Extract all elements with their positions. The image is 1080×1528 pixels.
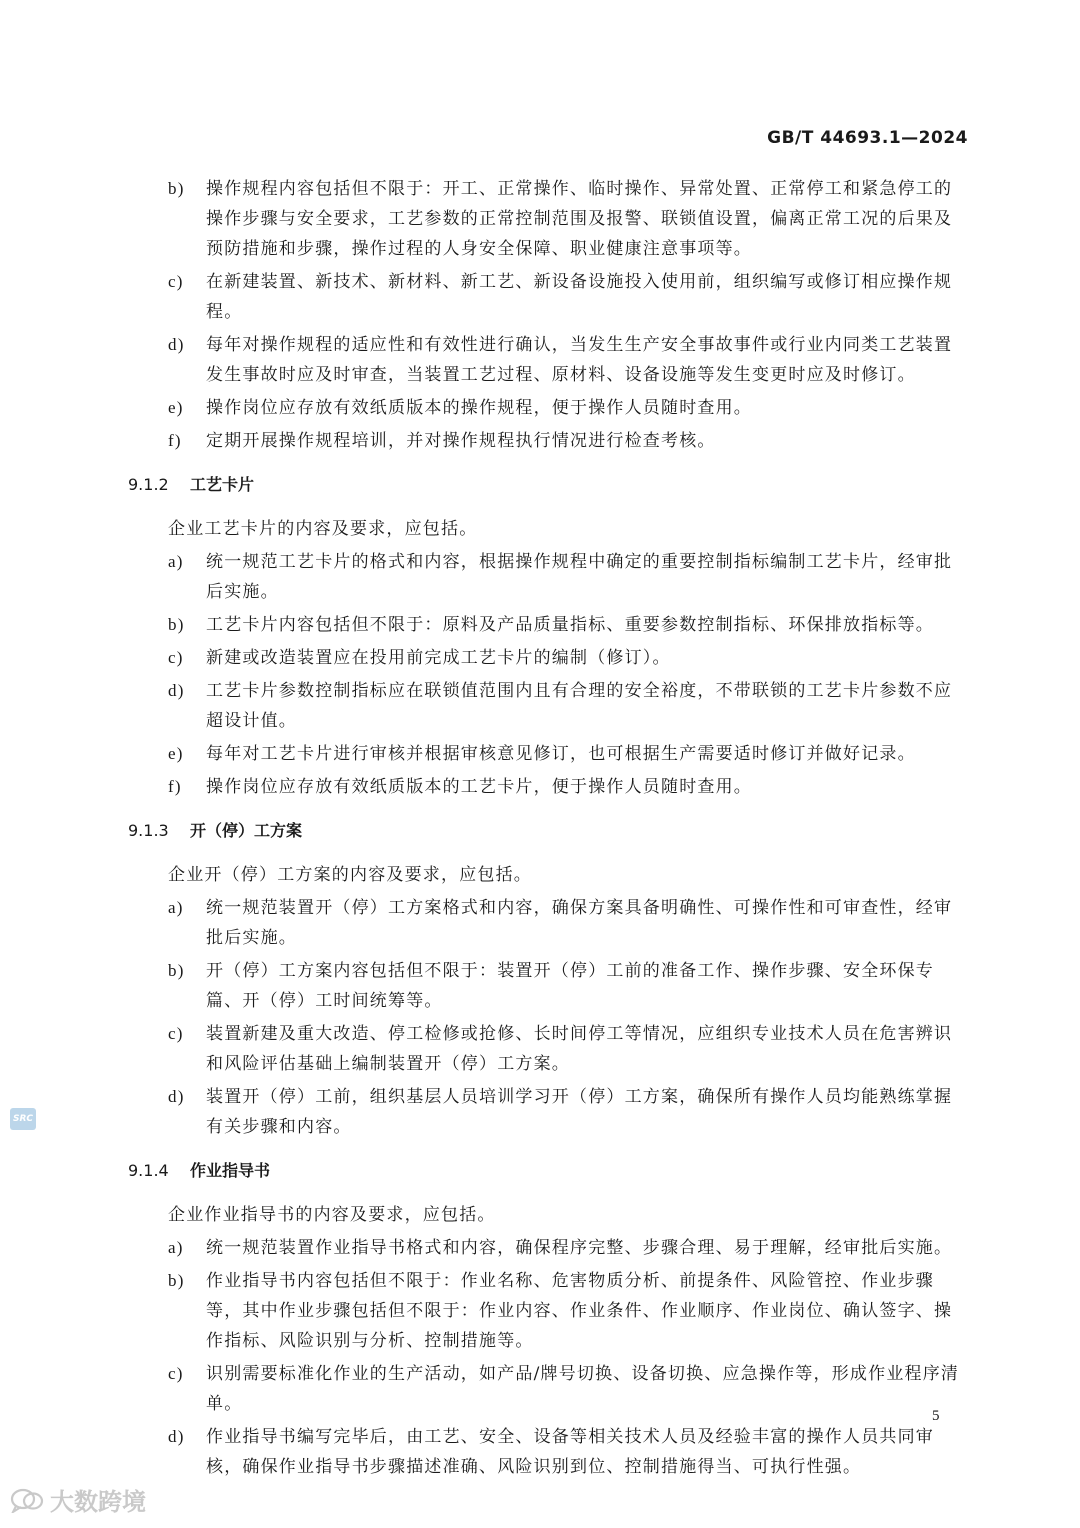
section-title: 作业指导书 (190, 1161, 271, 1180)
item-text: 识别需要标准化作业的生产活动，如产品/牌号切换、设备切换、应急操作等，形成作业程序清单。 (206, 1364, 960, 1414)
item-text: 装置新建及重大改造、停工检修或抢修、长时间停工等情况，应组织专业技术人员在危害辨识和风险评估基础上编制装置开（停）工方案。 (206, 1024, 953, 1074)
watermark-logo (10, 1482, 146, 1517)
item-text: 开（停）工方案内容包括但不限于：装置开（停）工前的准备工作、操作步骤、安全环保专篇、开（停）工时间统筹等。 (206, 961, 934, 1011)
item-label: a) (168, 898, 184, 917)
list-item (128, 676, 970, 736)
item-label: f) (168, 777, 182, 796)
list-item (128, 1019, 970, 1079)
section-intro: 企业开（停）工方案的内容及要求，应包括。 (168, 865, 532, 885)
item-label: f) (168, 431, 182, 450)
section-intro: 企业作业指导书的内容及要求，应包括。 (168, 1205, 496, 1225)
watermark-text: 大数跨境 (50, 1488, 146, 1516)
item-label: d) (168, 335, 185, 354)
item-text: 工艺卡片内容包括但不限于：原料及产品质量指标、重要参数控制指标、环保排放指标等。 (206, 615, 934, 635)
section-heading-9-1-4 (128, 1158, 970, 1184)
section-title: 工艺卡片 (190, 475, 255, 494)
item-label: d) (168, 1427, 185, 1446)
item-text: 工艺卡片参数控制指标应在联锁值范围内且有合理的安全裕度，不带联锁的工艺卡片参数不应超设计值。 (206, 681, 953, 731)
page-number: 5 (932, 1408, 940, 1424)
standard-code: GB/T 44693.1—2024 (767, 128, 968, 148)
item-label: c) (168, 1364, 184, 1383)
list-item (128, 1082, 970, 1142)
list-block-9-1-2 (128, 547, 970, 802)
item-text: 统一规范装置开（停）工方案格式和内容，确保方案具备明确性、可操作性和可审查性，经审批后实施。 (206, 898, 953, 948)
item-label: b) (168, 615, 185, 634)
item-label: e) (168, 744, 184, 763)
list-item (128, 393, 970, 423)
list-item (128, 956, 970, 1016)
item-text: 操作规程内容包括但不限于：开工、正常操作、临时操作、异常处置、正常停工和紧急停工的操作步骤与安全要求，工艺参数的正常控制范围及报警、联锁值设置，偏离正常工况的后果及预防措施和步骤，操作过程的人身安全保障、职业健康注意事项等。 (206, 179, 953, 259)
section-number: 9.1.3 (128, 821, 169, 840)
item-label: b) (168, 179, 185, 198)
list-item (128, 330, 970, 390)
section-number: 9.1.4 (128, 1161, 169, 1180)
list-item (128, 643, 970, 673)
list-block-9-1-4 (128, 1233, 970, 1482)
item-text: 装置开（停）工前，组织基层人员培训学习开（停）工方案，确保所有操作人员均能熟练掌握有关步骤和内容。 (206, 1087, 953, 1137)
list-item (128, 1266, 970, 1356)
item-label: e) (168, 398, 184, 417)
list-item (128, 1422, 970, 1482)
section-heading-9-1-2 (128, 472, 970, 498)
item-label: d) (168, 681, 185, 700)
section-number: 9.1.2 (128, 475, 169, 494)
list-item (128, 267, 970, 327)
list-item (128, 1359, 970, 1419)
list-item (128, 426, 970, 456)
item-label: c) (168, 272, 184, 291)
chat-bubble-icon (10, 1487, 44, 1513)
list-item (128, 610, 970, 640)
list-item (128, 174, 970, 264)
section-title: 开（停）工方案 (190, 821, 303, 840)
item-text: 作业指导书编写完毕后，由工艺、安全、设备等相关技术人员及经验丰富的操作人员共同审核，确保作业指导书步骤描述准确、风险识别到位、控制措施得当、可执行性强。 (206, 1427, 934, 1477)
item-text: 统一规范工艺卡片的格式和内容，根据操作规程中确定的重要控制指标编制工艺卡片，经审批后实施。 (206, 552, 953, 602)
item-text: 新建或改造装置应在投用前完成工艺卡片的编制（修订）。 (206, 648, 671, 668)
item-label: c) (168, 1024, 184, 1043)
item-text: 操作岗位应存放有效纸质版本的操作规程，便于操作人员随时查用。 (206, 398, 752, 418)
item-label: b) (168, 961, 185, 980)
item-label: b) (168, 1271, 185, 1290)
list-item (128, 893, 970, 953)
section-intro: 企业工艺卡片的内容及要求，应包括。 (168, 519, 478, 539)
side-watermark-badge: SRC (10, 1108, 36, 1130)
list-item (128, 739, 970, 769)
item-label: a) (168, 552, 184, 571)
list-block-1 (128, 174, 970, 456)
item-text: 在新建装置、新技术、新材料、新工艺、新设备设施投入使用前，组织编写或修订相应操作规程。 (206, 272, 953, 322)
list-item (128, 772, 970, 802)
list-item (128, 1233, 970, 1263)
list-item (128, 547, 970, 607)
document-body (128, 174, 970, 1485)
item-text: 操作岗位应存放有效纸质版本的工艺卡片，便于操作人员随时查用。 (206, 777, 752, 797)
item-label: d) (168, 1087, 185, 1106)
list-block-9-1-3 (128, 893, 970, 1142)
item-label: c) (168, 648, 184, 667)
item-label: a) (168, 1238, 184, 1257)
item-text: 定期开展操作规程培训，并对操作规程执行情况进行检查考核。 (206, 431, 716, 451)
item-text: 作业指导书内容包括但不限于：作业名称、危害物质分析、前提条件、风险管控、作业步骤等，其中作业步骤包括但不限于：作业内容、作业条件、作业顺序、作业岗位、确认签字、操作指标、风险识别与分析、控制措施等。 (206, 1271, 953, 1351)
item-text: 每年对操作规程的适应性和有效性进行确认，当发生生产安全事故事件或行业内同类工艺装置发生事故时应及时审查，当装置工艺过程、原材料、设备设施等发生变更时应及时修订。 (206, 335, 953, 385)
item-text: 每年对工艺卡片进行审核并根据审核意见修订，也可根据生产需要适时修订并做好记录。 (206, 744, 916, 764)
item-text: 统一规范装置作业指导书格式和内容，确保程序完整、步骤合理、易于理解，经审批后实施。 (206, 1238, 953, 1258)
section-heading-9-1-3 (128, 818, 970, 844)
